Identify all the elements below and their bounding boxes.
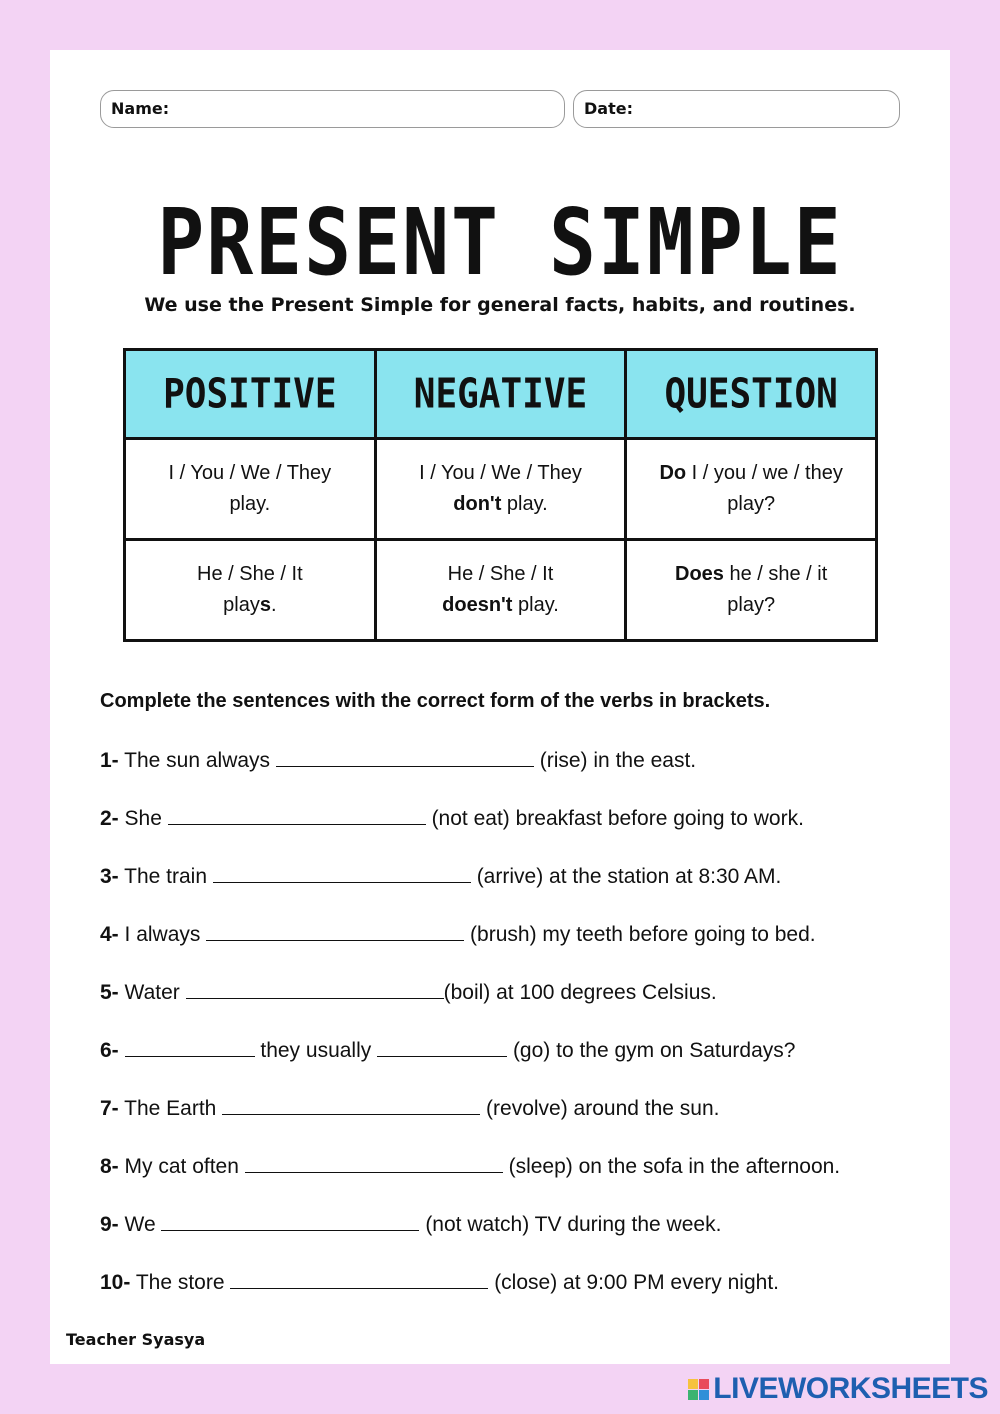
question-1: 1- The sun always (rise) in the east. — [100, 749, 697, 772]
cell-positive: I / You / We / They play. — [125, 439, 376, 540]
date-field[interactable] — [573, 90, 900, 128]
answer-blank-3[interactable] — [213, 864, 471, 883]
answer-blank-1[interactable] — [276, 748, 534, 767]
instructions: Complete the sentences with the correct form of the verbs in brackets. — [100, 690, 771, 712]
question-7: 7- The Earth (revolve) around the sun. — [100, 1097, 720, 1120]
answer-blank-10[interactable] — [230, 1270, 488, 1289]
page-title: PRESENT SIMPLE — [157, 190, 843, 297]
answer-blank-6a[interactable] — [125, 1038, 255, 1057]
subtitle: We use the Present Simple for general facts, habits, and routines. — [144, 294, 856, 316]
question-3: 3- The train (arrive) at the station at 8:30 AM. — [100, 865, 782, 888]
grammar-table — [123, 348, 878, 642]
date-label: Date: — [584, 99, 633, 118]
question-4: 4- I always (brush) my teeth before going to bed. — [100, 923, 816, 946]
cell-negative: I / You / We / They don't play. — [375, 439, 626, 540]
answer-blank-9[interactable] — [161, 1212, 419, 1231]
question-5: 5- Water (boil) at 100 degrees Celsius. — [100, 981, 717, 1004]
liveworksheets-icon — [688, 1379, 709, 1400]
question-9: 9- We (not watch) TV during the week. — [100, 1213, 722, 1236]
answer-blank-6b[interactable] — [377, 1038, 507, 1057]
cell-question: Do I / you / we / they play? — [626, 439, 877, 540]
cell-negative: He / She / It doesn't play. — [375, 540, 626, 641]
table-header-row — [125, 350, 877, 439]
header-question: QUESTION — [626, 350, 877, 439]
name-field[interactable] — [100, 90, 565, 128]
question-2: 2- She (not eat) breakfast before going to work. — [100, 807, 804, 830]
answer-blank-4[interactable] — [206, 922, 464, 941]
question-6: 6- they usually (go) to the gym on Saturdays? — [100, 1039, 796, 1062]
table-row — [125, 540, 877, 641]
answer-blank-5[interactable] — [186, 980, 444, 999]
header-positive: POSITIVE — [125, 350, 376, 439]
answer-blank-7[interactable] — [222, 1096, 480, 1115]
table-row — [125, 439, 877, 540]
teacher-credit: Teacher Syasya — [66, 1330, 206, 1349]
name-label: Name: — [111, 99, 170, 118]
answer-blank-8[interactable] — [245, 1154, 503, 1173]
header-negative: NEGATIVE — [375, 350, 626, 439]
answer-blank-2[interactable] — [168, 806, 426, 825]
cell-positive: He / She / It plays. — [125, 540, 376, 641]
question-10: 10- The store (close) at 9:00 PM every night. — [100, 1271, 779, 1294]
worksheet-page — [50, 50, 950, 1364]
brand-name: LIVEWORKSHEETS — [713, 1372, 988, 1405]
cell-question: Does he / she / it play? — [626, 540, 877, 641]
liveworksheets-logo[interactable] — [688, 1372, 988, 1406]
question-8: 8- My cat often (sleep) on the sofa in the afternoon. — [100, 1155, 841, 1178]
